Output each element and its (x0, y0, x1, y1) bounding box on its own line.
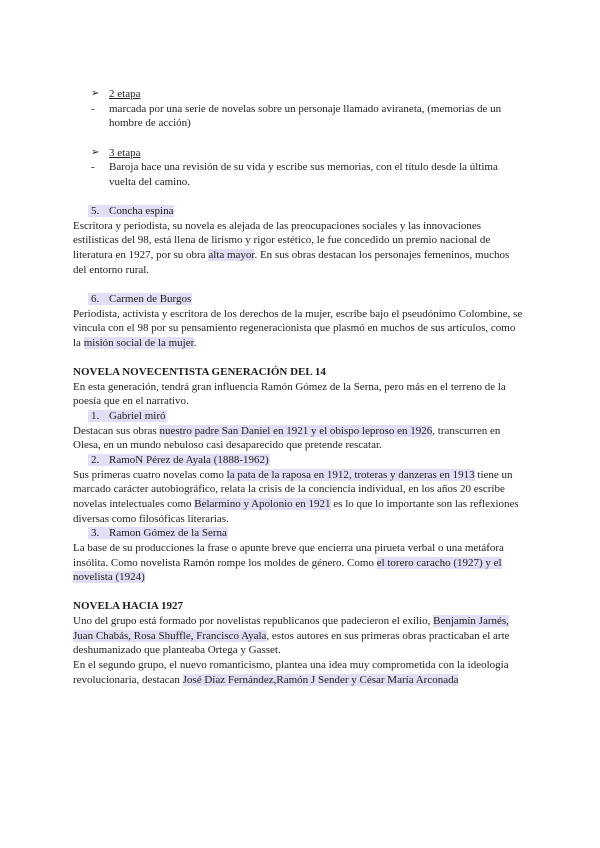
list-item-title: Concha espina (109, 205, 174, 218)
dash-marker: - (91, 102, 95, 115)
list-item-title: Carmen de Burgos (109, 292, 192, 305)
text-run: vuelta del camino. (109, 175, 190, 188)
text-run: Uno del grupo está formado por novelistas republicanos que padecieron el exilio, (73, 615, 434, 628)
list-number: 5. (91, 205, 100, 218)
numbered-item (73, 204, 553, 219)
highlighted-list-label (88, 293, 192, 305)
text-run: . En sus obras destacan los personajes femeninos, muchos (254, 249, 510, 262)
numbered-item (73, 292, 553, 307)
text-run: Destacan sus obras (73, 424, 160, 437)
paragraph-line (73, 233, 553, 248)
highlighted-list-label (88, 527, 228, 539)
text-run: diversas como filosóficas literarias. (73, 512, 229, 525)
text-run: poesía que en el narrativo. (73, 395, 189, 408)
arrow-bullet-icon: ➢ (91, 88, 100, 99)
bullet-item (73, 146, 553, 161)
bullet-label: 2 etapa (109, 88, 141, 100)
highlighted-text: Belarmino y Apolonio en 1921 (194, 497, 331, 510)
paragraph-line (73, 497, 553, 512)
highlighted-text: misión social de la mujer (83, 336, 194, 349)
numbered-item (73, 526, 553, 541)
text-run: la (73, 336, 84, 349)
text-run: tiene un (474, 468, 513, 481)
list-number: 6. (91, 292, 100, 305)
paragraph-line (73, 438, 553, 453)
paragraph-line (73, 512, 553, 527)
blank-line (73, 131, 553, 146)
text-run: deshumanizado que planteaba Ortega y Gasset. (73, 644, 281, 657)
text-run: es lo que lo importante son las reflexiones (330, 497, 519, 510)
list-item-title: Ramon Gómez de la Serna (109, 527, 227, 540)
bullet-item (73, 87, 553, 102)
blank-line (73, 351, 553, 366)
paragraph-line (73, 658, 553, 673)
text-run: Periodista, activista y escritora de los derechos de la mujer, escribe bajo el pseudónimo Colombine, se (73, 307, 523, 320)
paragraph-line (73, 643, 553, 658)
blank-line (73, 189, 553, 204)
paragraph-line (73, 556, 553, 571)
list-item-title: Gabriel miró (109, 410, 166, 423)
dash-item-line (73, 160, 553, 175)
arrow-bullet-icon: ➢ (91, 146, 100, 158)
text-run: hombre de acción) (109, 117, 191, 130)
list-number: 2. (91, 454, 100, 467)
text-run: insólita. Como novelista Ramón rompe los moldes de género. Como (73, 556, 377, 569)
text-run: literatura en 1927, por su obra (73, 249, 209, 262)
paragraph-line (73, 336, 553, 351)
text-run: marcado carácter autobiográfico, relata la crisis de la conciencia individual, en los años 20 escribe (73, 483, 505, 496)
paragraph-line (73, 248, 553, 263)
section-heading: NOVELA NOVECENTISTA GENERACIÓN DEL 14 (73, 366, 326, 379)
highlighted-text: Benjamín Jarnés, (433, 615, 509, 628)
text-run: , transcurren en (432, 424, 501, 437)
paragraph-line (73, 570, 553, 585)
highlighted-text: novelista (1924) (73, 571, 145, 584)
dash-item-line (73, 175, 553, 190)
text-run: novelas intelectuales como (73, 497, 195, 510)
text-run: . (193, 336, 197, 349)
paragraph-line (73, 219, 553, 234)
paragraph-line (73, 629, 553, 644)
list-item-title: RamoN Pérez de Ayala (1888-1962) (109, 454, 269, 467)
paragraph-line (73, 263, 553, 278)
text-run: En esta generación, tendrá gran influencia Ramón Gómez de la Serna, pero más en el terreno de la (73, 380, 506, 393)
highlighted-text: nuestro padre San Daniel en 1921 y el obispo leproso en 1926 (159, 424, 433, 437)
text-run: Escritora y periodista, su novela es alejada de las preocupaciones sociales y las innovaciones (73, 219, 482, 232)
paragraph-line (73, 541, 553, 556)
document-body (73, 87, 553, 687)
text-run: , estos autores en sus primeras obras practicaban el arte (266, 629, 510, 642)
text-run: Sus primeras cuatro novelas como (73, 468, 227, 481)
paragraph-line (73, 307, 553, 322)
dash-marker: - (91, 161, 95, 174)
highlighted-text: alta mayor (208, 249, 255, 262)
paragraph-line (73, 468, 553, 483)
paragraph-line (73, 614, 553, 629)
text-run: del entorno rural. (73, 263, 150, 276)
highlighted-text: la pata de la raposa en 1912, troteras y danzeras en 1913 (226, 468, 475, 481)
section-heading: NOVELA HACIA 1927 (73, 600, 184, 613)
highlighted-list-label (88, 205, 174, 217)
dash-item-line (73, 116, 553, 131)
highlighted-list-label (88, 410, 167, 422)
list-number: 1. (91, 410, 100, 423)
highlighted-list-label (88, 454, 270, 466)
paragraph-line (73, 321, 553, 336)
numbered-item (73, 409, 553, 424)
numbered-item (73, 453, 553, 468)
paragraph-line (73, 482, 553, 497)
paragraph-line (73, 380, 553, 395)
list-number: 3. (91, 527, 100, 540)
blank-line (73, 585, 553, 600)
dash-item-line (73, 102, 553, 117)
text-run: Olesa, en un mundo nebuloso casi desaparecido que pretende rescatar. (73, 439, 382, 452)
highlighted-text: Juan Chabás, Rosa Shuffle, Francisco Ayala (73, 629, 267, 642)
text-run: marcada por una serie de novelas sobre un personaje llamado aviraneta, (memorias de un (109, 102, 502, 115)
bullet-label: 3 etapa (109, 146, 141, 159)
highlighted-text: el torero caracho (1927) y el (376, 556, 502, 569)
highlighted-text: José Díaz Fernández,Ramón J Sender y César María Arconada (182, 673, 459, 686)
paragraph-line (73, 673, 553, 688)
text-run: revolucionaria, destacan (73, 673, 183, 686)
text-run: estilísticas del 98, está llena de lirismo y rigor estético, le fue concedido un premio nacional de (73, 234, 491, 247)
text-run: En el segundo grupo, el nuevo romanticismo, plantea una idea muy comprometida con la ideología (73, 658, 509, 671)
paragraph-line (73, 394, 553, 409)
text-run: Baroja hace una revisión de su vida y escribe sus memorias, con el título desde la última (109, 161, 498, 174)
paragraph-line (73, 424, 553, 439)
text-run: La base de su producciones la frase o apunte breve que encierra una pirueta verbal o una metáfora (73, 541, 504, 554)
text-run: vincula con el 98 por su pensamiento regeneracionista que plasmó en muchos de sus artículos, como (73, 322, 516, 335)
blank-line (73, 277, 553, 292)
